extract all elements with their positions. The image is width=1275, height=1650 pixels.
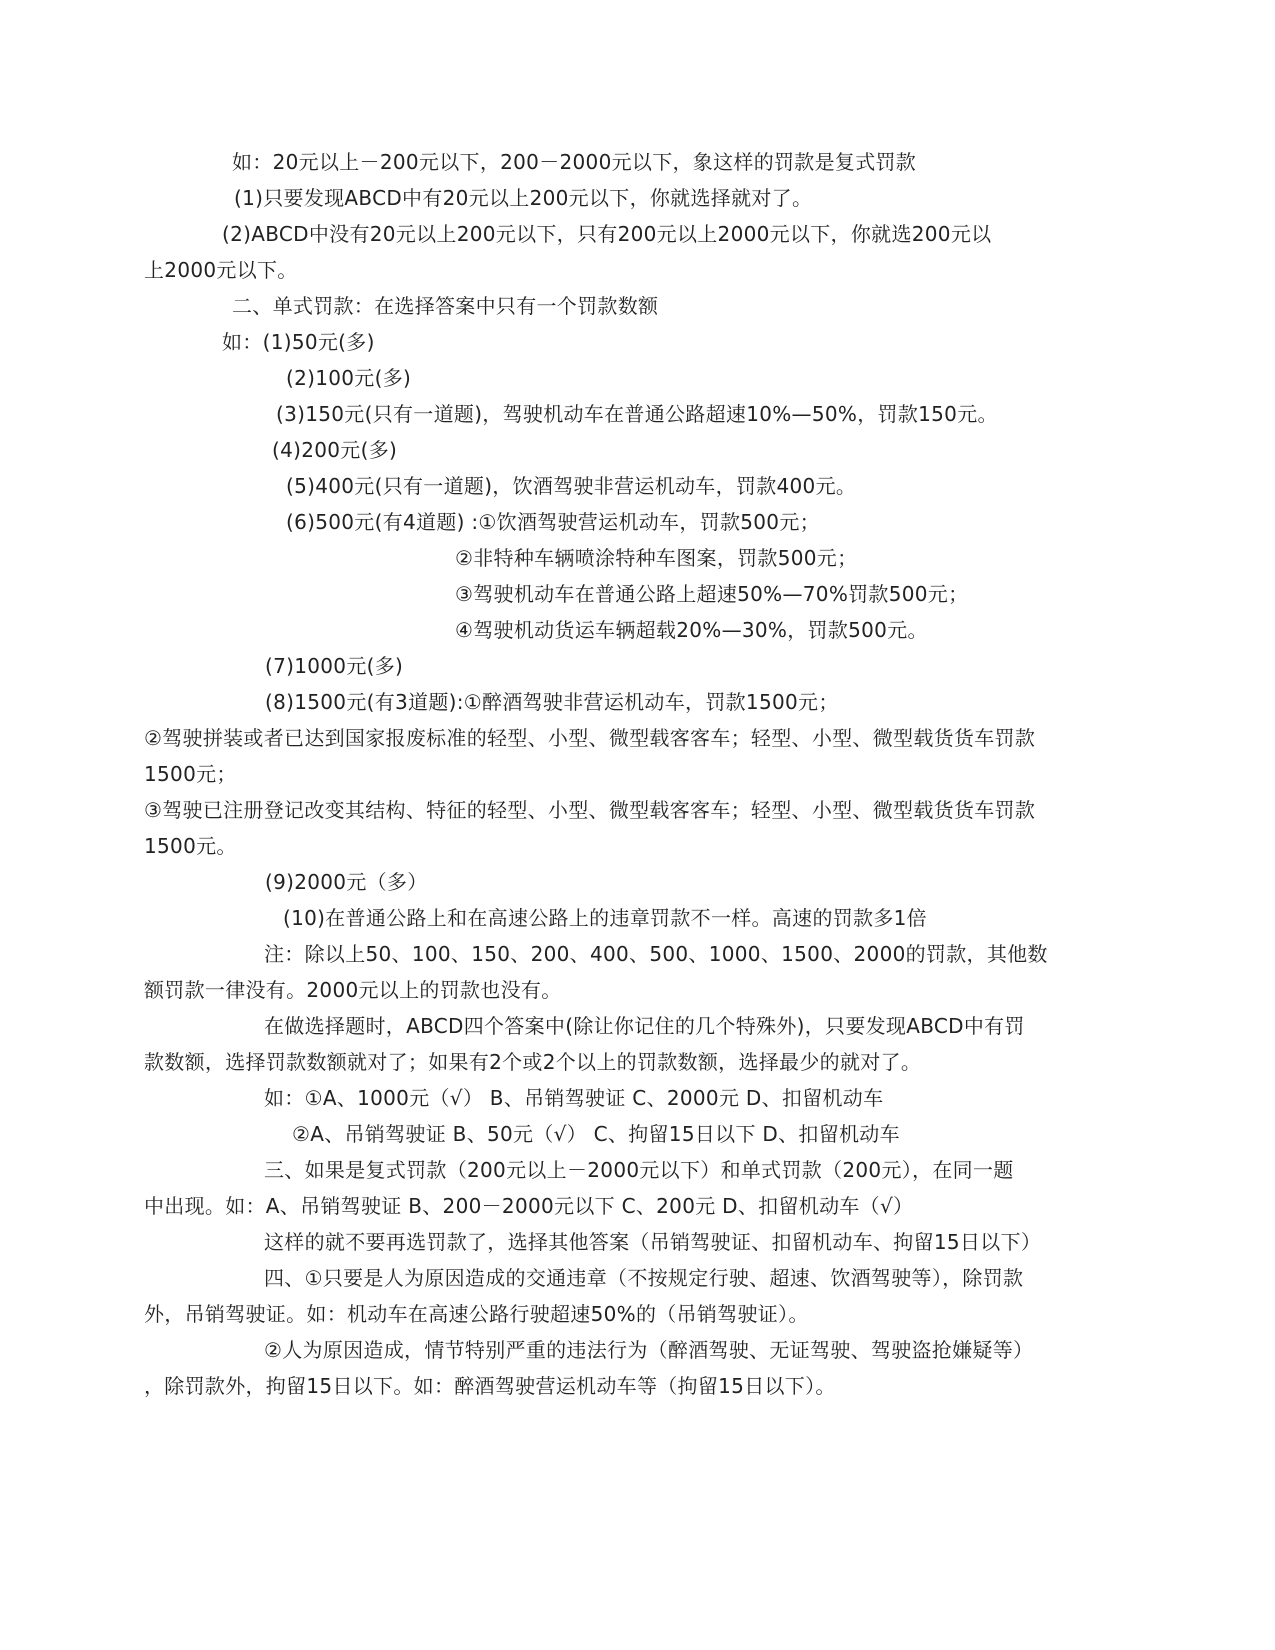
text-line: 外，吊销驾驶证。如：机动车在高速公路行驶超速50%的（吊销驾驶证）。 bbox=[144, 1302, 809, 1326]
text-line: ④驾驶机动货运车辆超载20%—30%，罚款500元。 bbox=[455, 618, 928, 642]
text-line: 中出现。如：A、吊销驾驶证 B、200－2000元以下 C、200元 D、扣留机动车（√） bbox=[144, 1194, 914, 1218]
text-line: 额罚款一律没有。2000元以上的罚款也没有。 bbox=[144, 978, 562, 1002]
text-line: (8)1500元(有3道题):①醉酒驾驶非营运机动车，罚款1500元； bbox=[265, 690, 839, 714]
text-line: 1500元。 bbox=[144, 834, 237, 858]
text-line: 如：①A、1000元（√） B、吊销驾驶证 C、2000元 D、扣留机动车 bbox=[264, 1086, 884, 1110]
text-line: (10)在普通公路上和在高速公路上的违章罚款不一样。高速的罚款多1倍 bbox=[283, 906, 927, 930]
text-line: 如：20元以上－200元以下，200－2000元以下，象这样的罚款是复式罚款 bbox=[232, 150, 917, 174]
text-line: (1)只要发现ABCD中有20元以上200元以下，你就选择就对了。 bbox=[234, 186, 813, 210]
text-line: 三、如果是复式罚款（200元以上－2000元以下）和单式罚款（200元），在同一题 bbox=[264, 1158, 1014, 1182]
text-line: (4)200元(多) bbox=[272, 438, 398, 462]
text-line: (7)1000元(多) bbox=[265, 654, 404, 678]
text-line: 在做选择题时，ABCD四个答案中(除让你记住的几个特殊外)，只要发现ABCD中有罚 bbox=[264, 1014, 1025, 1038]
text-line: 二、单式罚款：在选择答案中只有一个罚款数额 bbox=[232, 294, 659, 318]
text-line: (5)400元(只有一道题)，饮酒驾驶非营运机动车，罚款400元。 bbox=[286, 474, 857, 498]
text-line: ②A、吊销驾驶证 B、50元（√） C、拘留15日以下 D、扣留机动车 bbox=[292, 1122, 900, 1146]
text-line: ②人为原因造成，情节特别严重的违法行为（醉酒驾驶、无证驾驶、驾驶盗抢嫌疑等） bbox=[264, 1338, 1034, 1362]
text-line: 四、①只要是人为原因造成的交通违章（不按规定行驶、超速、饮酒驾驶等），除罚款 bbox=[264, 1266, 1024, 1290]
text-line: (2)ABCD中没有20元以上200元以下，只有200元以上2000元以下，你就选200元以 bbox=[222, 222, 992, 246]
text-line: 1500元； bbox=[144, 762, 237, 786]
text-line: 款数额，选择罚款数额就对了；如果有2个或2个以上的罚款数额，选择最少的就对了。 bbox=[144, 1050, 922, 1074]
text-line: ③驾驶机动车在普通公路上超速50%—70%罚款500元； bbox=[455, 582, 969, 606]
text-line: (6)500元(有4道题) :①饮酒驾驶营运机动车，罚款500元； bbox=[286, 510, 820, 534]
text-line: 注：除以上50、100、150、200、400、500、1000、1500、2000的罚款，其他数 bbox=[264, 942, 1048, 966]
text-line: (2)100元(多) bbox=[286, 366, 412, 390]
text-line: 这样的就不要再选罚款了，选择其他答案（吊销驾驶证、扣留机动车、拘留15日以下） bbox=[264, 1230, 1042, 1254]
text-line: ②驾驶拼装或者已达到国家报废标准的轻型、小型、微型载客客车；轻型、小型、微型载货货车罚款 bbox=[144, 726, 1036, 750]
text-line: ，除罚款外，拘留15日以下。如：醉酒驾驶营运机动车等（拘留15日以下）。 bbox=[144, 1374, 836, 1398]
text-line: (3)150元(只有一道题)，驾驶机动车在普通公路超速10%—50%，罚款150元。 bbox=[276, 402, 998, 426]
text-line: ②非特种车辆喷涂特种车图案，罚款500元； bbox=[455, 546, 858, 570]
text-line: 上2000元以下。 bbox=[144, 258, 298, 282]
text-line: (9)2000元（多） bbox=[265, 870, 428, 894]
text-line: ③驾驶已注册登记改变其结构、特征的轻型、小型、微型载客客车；轻型、小型、微型载货货车罚款 bbox=[144, 798, 1036, 822]
text-line: 如：(1)50元(多) bbox=[222, 330, 375, 354]
